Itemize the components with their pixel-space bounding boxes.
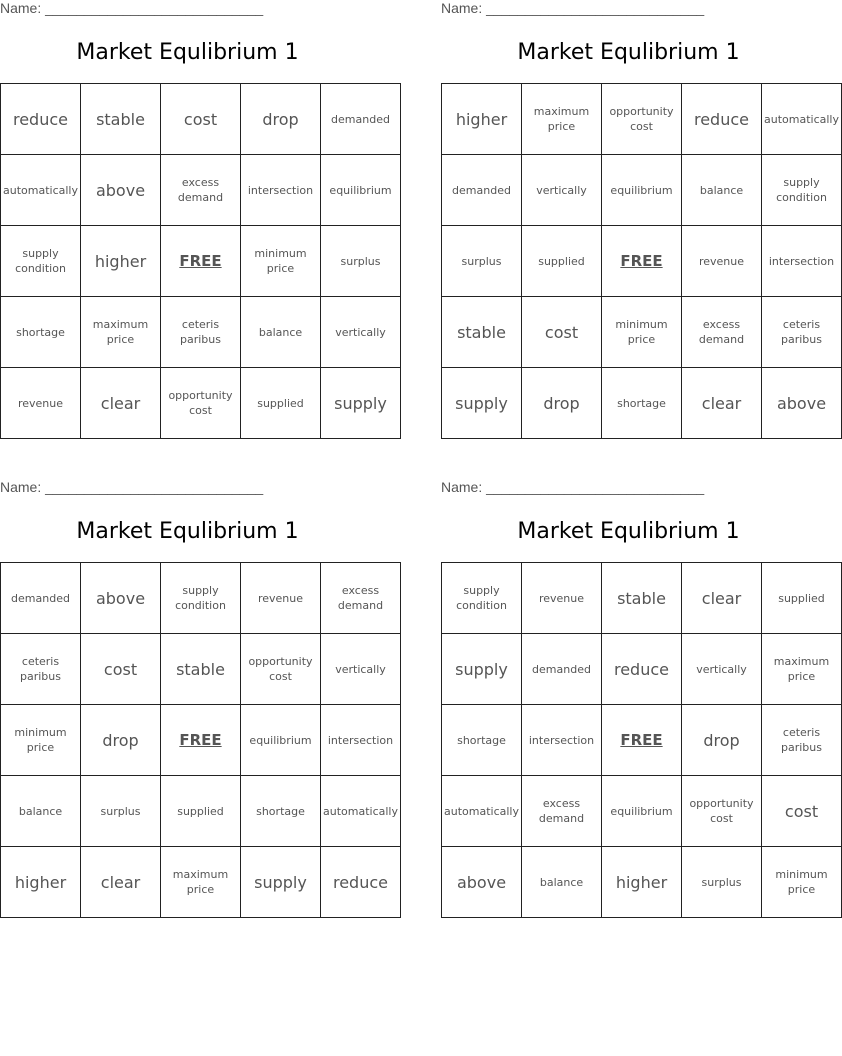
bingo-cell: maximum price [522,84,602,155]
bingo-cell: supply [321,368,401,439]
bingo-cell: demanded [321,84,401,155]
bingo-cell: higher [81,226,161,297]
grid-row [442,297,842,368]
bingo-cell: drop [81,705,161,776]
bingo-cell: surplus [682,847,762,918]
free-space: FREE [161,705,241,776]
bingo-cell: excess demand [321,563,401,634]
bingo-cell: ceteris paribus [161,297,241,368]
bingo-cell: excess demand [682,297,762,368]
bingo-cell: cost [81,634,161,705]
bingo-cell: revenue [522,563,602,634]
bingo-cell: demanded [1,563,81,634]
bingo-cell: balance [522,847,602,918]
bingo-cell: cost [161,84,241,155]
bingo-cell: revenue [682,226,762,297]
grid-row [442,226,842,297]
free-space: FREE [602,705,682,776]
grid-row [1,563,401,634]
bingo-cell: demanded [442,155,522,226]
bingo-card-3 [0,479,398,909]
grid-row [442,847,842,918]
bingo-cell: clear [682,563,762,634]
bingo-cell: revenue [241,563,321,634]
bingo-cell: reduce [321,847,401,918]
bingo-cell: opportunity cost [682,776,762,847]
bingo-cell: equilibrium [602,155,682,226]
bingo-cell: equilibrium [241,705,321,776]
bingo-cell: above [81,563,161,634]
bingo-cell: intersection [522,705,602,776]
grid-row [1,368,401,439]
bingo-cell: higher [1,847,81,918]
free-space: FREE [161,226,241,297]
bingo-grid [0,562,401,918]
card-title: Market Equlibrium 1 [517,40,740,65]
name-field[interactable]: Name: ____________________________ [0,0,264,16]
bingo-cell: supply condition [1,226,81,297]
bingo-cell: surplus [321,226,401,297]
free-space: FREE [602,226,682,297]
bingo-cell: ceteris paribus [762,297,842,368]
bingo-card-1 [0,0,392,430]
bingo-cell: stable [602,563,682,634]
bingo-cell: excess demand [161,155,241,226]
bingo-cell: supplied [161,776,241,847]
bingo-cell: automatically [762,84,842,155]
bingo-cell: vertically [321,634,401,705]
name-field[interactable]: Name: ____________________________ [441,479,705,495]
bingo-cell: intersection [321,705,401,776]
bingo-cell: balance [682,155,762,226]
bingo-cell: supply condition [161,563,241,634]
grid-row [1,776,401,847]
bingo-grid [441,562,842,918]
bingo-cell: higher [442,84,522,155]
bingo-cell: vertically [682,634,762,705]
bingo-cell: clear [81,847,161,918]
grid-row [442,368,842,439]
name-field[interactable]: Name: ____________________________ [441,0,705,16]
card-title: Market Equlibrium 1 [517,519,740,544]
bingo-cell: drop [682,705,762,776]
bingo-cell: minimum price [1,705,81,776]
bingo-cell: above [762,368,842,439]
bingo-cell: opportunity cost [602,84,682,155]
bingo-cell: opportunity cost [241,634,321,705]
bingo-cell: drop [522,368,602,439]
bingo-cell: shortage [1,297,81,368]
bingo-cell: cost [762,776,842,847]
bingo-cell: equilibrium [321,155,401,226]
bingo-cell: clear [682,368,762,439]
grid-row [442,634,842,705]
bingo-cell: supply [442,634,522,705]
bingo-card-2 [441,0,839,430]
bingo-cell: minimum price [241,226,321,297]
grid-row [1,297,401,368]
bingo-cell: stable [161,634,241,705]
bingo-cell: drop [241,84,321,155]
grid-row [1,84,401,155]
card-title: Market Equlibrium 1 [76,519,299,544]
bingo-cell: maximum price [81,297,161,368]
bingo-card-4 [441,479,830,909]
bingo-grid [441,83,842,439]
bingo-cell: vertically [321,297,401,368]
bingo-cell: automatically [442,776,522,847]
bingo-cell: supply condition [442,563,522,634]
bingo-cell: excess demand [522,776,602,847]
bingo-grid [0,83,401,439]
bingo-cell: shortage [442,705,522,776]
bingo-cell: maximum price [161,847,241,918]
bingo-cell: ceteris paribus [1,634,81,705]
bingo-cell: vertically [522,155,602,226]
bingo-cell: supplied [762,563,842,634]
grid-row [442,155,842,226]
bingo-cell: ceteris paribus [762,705,842,776]
bingo-cell: supply [241,847,321,918]
bingo-cell: reduce [602,634,682,705]
bingo-cell: equilibrium [602,776,682,847]
grid-row [1,155,401,226]
bingo-cell: maximum price [762,634,842,705]
grid-row [1,226,401,297]
bingo-cell: supplied [241,368,321,439]
grid-row [442,705,842,776]
bingo-cell: reduce [1,84,81,155]
bingo-cell: opportunity cost [161,368,241,439]
bingo-cell: demanded [522,634,602,705]
bingo-cell: supplied [522,226,602,297]
grid-row [442,84,842,155]
bingo-cell: clear [81,368,161,439]
card-title: Market Equlibrium 1 [76,40,299,65]
bingo-cell: supply [442,368,522,439]
bingo-cell: automatically [1,155,81,226]
bingo-cell: reduce [682,84,762,155]
bingo-cell: stable [442,297,522,368]
bingo-cell: surplus [442,226,522,297]
grid-row [442,563,842,634]
grid-row [1,705,401,776]
bingo-cell: stable [81,84,161,155]
bingo-cell: balance [1,776,81,847]
bingo-cell: intersection [762,226,842,297]
bingo-cell: minimum price [762,847,842,918]
bingo-cell: shortage [241,776,321,847]
bingo-cell: higher [602,847,682,918]
bingo-cell: balance [241,297,321,368]
grid-row [442,776,842,847]
bingo-cell: supply condition [762,155,842,226]
bingo-cell: minimum price [602,297,682,368]
bingo-cell: cost [522,297,602,368]
bingo-cell: automatically [321,776,401,847]
bingo-cell: intersection [241,155,321,226]
bingo-cell: shortage [602,368,682,439]
grid-row [1,634,401,705]
bingo-cell: revenue [1,368,81,439]
grid-row [1,847,401,918]
bingo-cell: above [81,155,161,226]
bingo-cell: above [442,847,522,918]
name-field[interactable]: Name: ____________________________ [0,479,264,495]
bingo-cell: surplus [81,776,161,847]
